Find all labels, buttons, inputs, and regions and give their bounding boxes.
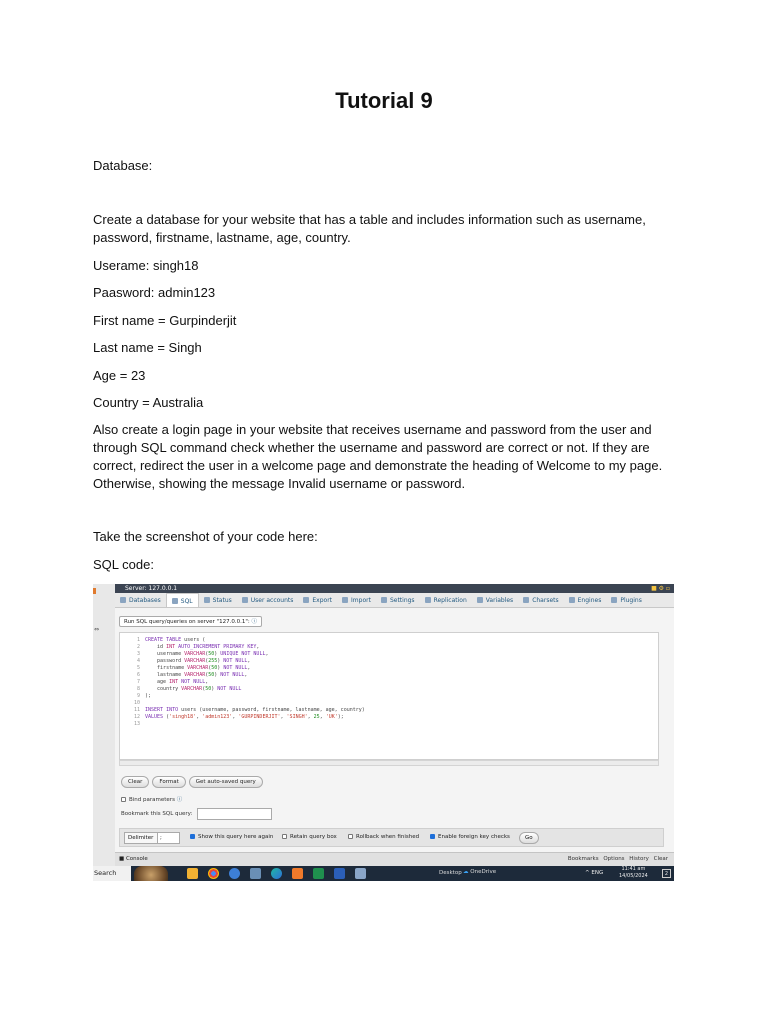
intro-paragraph: Create a database for your website that has a table and includes information such as username, password, firstname, lastname, age, country. (93, 212, 646, 245)
taskbar-widget-image[interactable] (134, 866, 168, 881)
delimiter-field[interactable]: Delimiter ; (124, 832, 180, 844)
show-query-again-checkbox[interactable] (190, 834, 195, 839)
tab-databases[interactable]: Databases (115, 593, 166, 607)
system-tray[interactable]: ^ ENG (585, 870, 604, 876)
database-heading: Database: (93, 158, 153, 173)
desktop-toolbar-label[interactable]: Desktop (439, 870, 462, 876)
app-icon[interactable] (229, 868, 240, 879)
console-links[interactable]: Bookmarks Options History Clear (567, 856, 668, 862)
go-button[interactable]: Go (519, 832, 539, 844)
taskbar-app-icons (187, 868, 376, 879)
sql-query-editor[interactable] (119, 632, 659, 760)
rollback-checkbox[interactable] (348, 834, 353, 839)
database-icon (120, 597, 126, 603)
code-line: 13 (133, 721, 140, 727)
users-icon (242, 597, 248, 603)
show-query-again-option[interactable]: Show this query here again (190, 834, 273, 840)
wrench-icon (381, 597, 387, 603)
variables-icon (477, 597, 483, 603)
retain-query-box-option[interactable]: Retain query box (282, 834, 337, 840)
tab-import[interactable]: Import (337, 593, 376, 607)
bind-parameters-checkbox[interactable] (121, 797, 126, 802)
windows-taskbar (93, 866, 674, 881)
help-icon[interactable]: ⓘ (176, 797, 183, 803)
code-line: 11 INSERT INTO users (username, password, firstname, lastname, age, country) (133, 707, 365, 713)
edge-icon[interactable] (271, 868, 282, 879)
window-title: Server: 127.0.0.1 (125, 585, 178, 592)
word-icon[interactable] (334, 868, 345, 879)
tab-charsets[interactable]: Charsets (518, 593, 563, 607)
onedrive-label[interactable]: ☁ OneDrive (463, 869, 497, 875)
document-title: Tutorial 9 (335, 88, 433, 113)
run-query-label: Run SQL query/queries on server "127.0.0.1": ⓘ (119, 616, 262, 627)
code-line: 9 ); (136, 693, 152, 699)
xampp-icon[interactable] (292, 868, 303, 879)
query-options-bar (119, 828, 664, 847)
window-controls-icon[interactable]: ■ ⚙ ▫ (651, 585, 670, 592)
delimiter-input[interactable]: ; (157, 833, 179, 843)
code-line: 5 firstname VARCHAR(50) NOT NULL, (136, 665, 251, 671)
tab-user-accounts[interactable]: User accounts (237, 593, 299, 607)
charsets-icon (523, 597, 529, 603)
engines-icon (569, 597, 575, 603)
console-bar (115, 852, 674, 866)
chevron-up-icon[interactable]: ^ (585, 870, 592, 876)
editor-button-row (121, 776, 266, 788)
notification-icon[interactable]: 2 (662, 869, 671, 878)
plugin-icon (611, 597, 617, 603)
rollback-option[interactable]: Rollback when finished (348, 834, 419, 840)
editor-horizontal-scrollbar[interactable] (119, 760, 659, 766)
clear-button[interactable]: Clear (121, 776, 149, 788)
field-firstname: First name = Gurpinderjit (93, 313, 237, 328)
sql-icon (172, 598, 178, 604)
foreign-key-checks-option[interactable]: Enable foreign key checks (430, 834, 510, 840)
import-icon (342, 597, 348, 603)
code-line: 7 age INT NOT NULL, (136, 679, 209, 685)
main-tab-bar (115, 593, 674, 608)
code-line: 8 country VARCHAR(50) NOT NULL (136, 686, 242, 692)
taskbar-search[interactable]: Search (93, 866, 131, 881)
tab-status[interactable]: Status (199, 593, 237, 607)
clock-time: 11:41 am (621, 866, 646, 872)
field-username: Userame: singh18 (93, 258, 199, 273)
foreign-key-checks-checkbox[interactable] (430, 834, 435, 839)
taskbar-clock[interactable] (619, 866, 648, 880)
excel-icon[interactable] (313, 868, 324, 879)
tab-sql[interactable]: SQL (166, 593, 199, 607)
cloud-icon: ☁ (463, 869, 471, 875)
format-button[interactable]: Format (152, 776, 185, 788)
code-line: 1 CREATE TABLE users ( (136, 637, 206, 643)
link-icon: ⇔ (94, 626, 100, 633)
phpmyadmin-window (115, 584, 674, 866)
field-age: Age = 23 (93, 368, 146, 383)
clock-date: 14/05/2024 (619, 873, 648, 879)
code-line: 6 lastname VARCHAR(50) NOT NULL, (136, 672, 248, 678)
bookmark-label: Bookmark this SQL query: (121, 811, 193, 817)
login-task-paragraph: Also create a login page in your website that receives username and password from the user and through SQL command check whether the username and password are correct or not. If they are correct, redirect the user in a welcome page and demonstrate the heading of Welcome to my page. Otherwise, showing the message Invalid username or password. (93, 422, 663, 491)
screenshot-prompt: Take the screenshot of your code here: (93, 529, 318, 544)
bind-parameters-option[interactable]: Bind parameters ⓘ (121, 795, 182, 803)
tab-engines[interactable]: Engines (564, 593, 607, 607)
notepad-icon[interactable] (355, 868, 366, 879)
sql-code-label: SQL code: (93, 557, 154, 572)
file-explorer-icon[interactable] (187, 868, 198, 879)
help-icon[interactable]: ⓘ (251, 619, 257, 625)
code-line: 4 password VARCHAR(255) NOT NULL, (136, 658, 251, 664)
console-toggle[interactable]: ■ Console (119, 856, 148, 862)
bookmark-input[interactable] (197, 808, 272, 820)
sql-screenshot (93, 584, 674, 881)
code-line: 12 VALUES ('singh18', 'admin123', 'GURPINDERJIT', 'SINGH', 25, 'UK'); (133, 714, 344, 720)
field-lastname: Last name = Singh (93, 340, 202, 355)
field-country: Country = Australia (93, 395, 204, 410)
code-line: 10 (133, 700, 140, 706)
window-title-bar (115, 584, 674, 593)
left-panel-strip (93, 584, 115, 881)
export-icon (303, 597, 309, 603)
field-password: Paasword: admin123 (93, 285, 216, 300)
get-auto-saved-query-button[interactable]: Get auto-saved query (189, 776, 263, 788)
replication-icon (425, 597, 431, 603)
tab-export[interactable]: Export (298, 593, 337, 607)
chrome-icon[interactable] (208, 868, 219, 879)
calculator-icon[interactable] (250, 868, 261, 879)
tab-plugins[interactable]: Plugins (606, 593, 647, 607)
retain-query-box-checkbox[interactable] (282, 834, 287, 839)
tab-settings[interactable]: Settings (376, 593, 420, 607)
code-line: 2 id INT AUTO_INCREMENT PRIMARY KEY, (136, 644, 260, 650)
tab-variables[interactable]: Variables (472, 593, 518, 607)
status-icon (204, 597, 210, 603)
code-line: 3 username VARCHAR(50) UNIQUE NOT NULL, (136, 651, 269, 657)
collapse-arrow-icon (93, 588, 96, 594)
tab-replication[interactable]: Replication (420, 593, 472, 607)
